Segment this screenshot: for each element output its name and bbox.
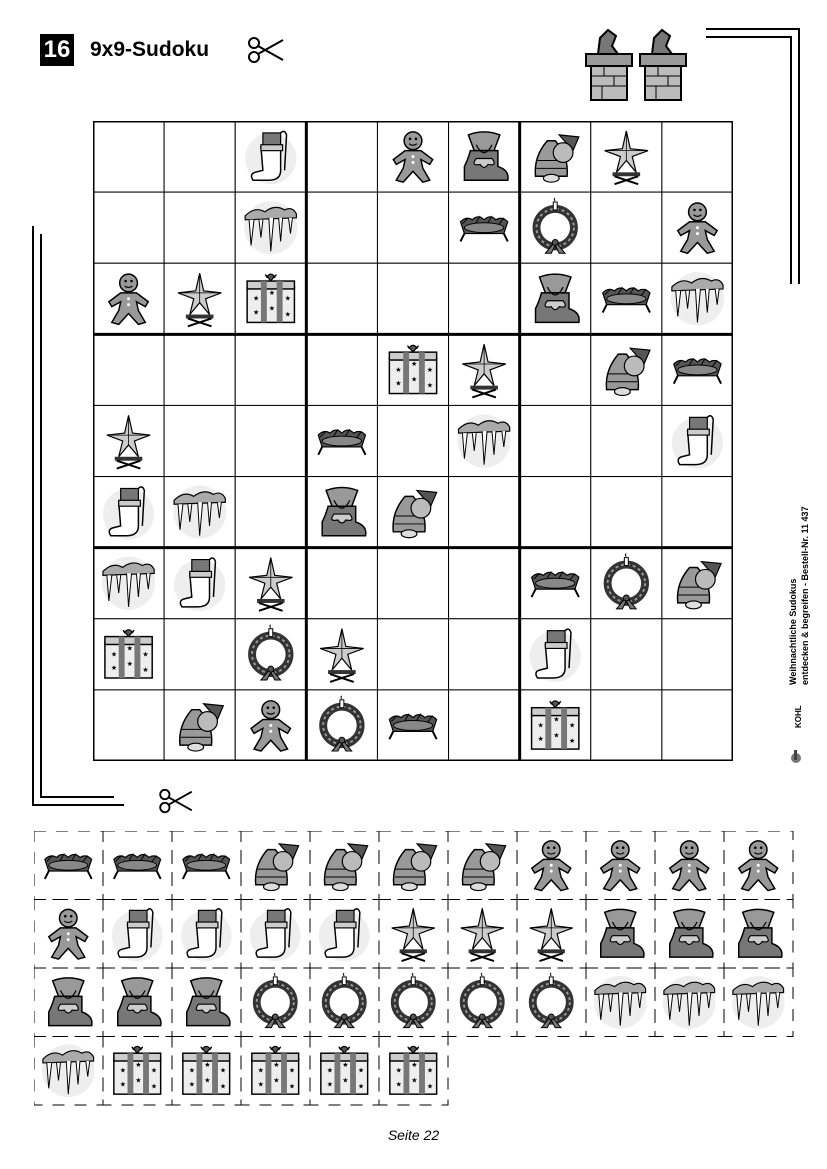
present-icon[interactable]	[247, 274, 294, 322]
manger-icon[interactable]	[45, 854, 92, 879]
svg-text:★: ★	[357, 1083, 365, 1091]
sudoku-cell[interactable]	[306, 334, 377, 405]
sudoku-cell[interactable]	[306, 548, 377, 619]
sudoku-cell[interactable]	[449, 548, 520, 619]
icicles-icon[interactable]	[42, 1044, 95, 1097]
boot-icon[interactable]	[118, 978, 161, 1026]
icicles-icon[interactable]	[173, 486, 226, 539]
present-icon[interactable]	[114, 1046, 161, 1094]
svg-text:★: ★	[288, 1083, 296, 1091]
svg-text:★: ★	[395, 380, 402, 388]
svg-text:★: ★	[204, 1061, 211, 1069]
sudoku-cell[interactable]	[377, 548, 448, 619]
sudoku-cell[interactable]	[306, 192, 377, 263]
svg-text:★: ★	[426, 382, 433, 390]
sudoku-cell[interactable]	[377, 405, 448, 476]
svg-text:★: ★	[142, 667, 149, 675]
svg-text:★: ★	[273, 1061, 280, 1069]
side-text-svg	[787, 480, 819, 770]
svg-text:★: ★	[326, 1067, 333, 1075]
icicles-icon[interactable]	[244, 201, 297, 254]
wreath-icon[interactable]	[533, 973, 570, 1028]
svg-text:★: ★	[553, 716, 560, 724]
svg-text:★: ★	[188, 1067, 195, 1075]
svg-text:★: ★	[553, 732, 560, 740]
wreath-icon[interactable]	[326, 973, 363, 1028]
sudoku-cell[interactable]	[377, 263, 448, 334]
svg-text:★: ★	[119, 1067, 126, 1075]
sudoku-grid	[93, 121, 733, 761]
icicles-icon[interactable]	[594, 976, 647, 1029]
star-lantern-icon[interactable]	[392, 908, 435, 961]
svg-text:★: ★	[257, 1067, 264, 1075]
svg-text:★: ★	[119, 1081, 126, 1089]
side-publisher-info	[787, 480, 819, 770]
svg-text:★: ★	[342, 1077, 349, 1085]
svg-text:★: ★	[342, 1061, 349, 1069]
sudoku-cell[interactable]	[449, 690, 520, 761]
svg-text:★: ★	[257, 1081, 264, 1089]
sudoku-cell[interactable]	[306, 263, 377, 334]
svg-text:★: ★	[284, 311, 291, 319]
svg-text:★: ★	[395, 1081, 402, 1089]
svg-text:★: ★	[411, 360, 418, 368]
stocking-icon[interactable]	[181, 909, 232, 961]
svg-text:★: ★	[411, 1077, 418, 1085]
svg-text:★: ★	[411, 1061, 418, 1069]
present-icon[interactable]	[390, 1046, 437, 1094]
icicles-icon[interactable]	[458, 414, 511, 467]
svg-text:★: ★	[395, 1067, 402, 1075]
sudoku-cell[interactable]	[164, 121, 235, 192]
svg-text:★: ★	[126, 661, 133, 669]
page-footer: Seite 22	[387, 1127, 440, 1143]
sudoku-cell[interactable]	[164, 334, 235, 405]
svg-text:★: ★	[273, 1077, 280, 1085]
boot-icon[interactable]	[187, 978, 230, 1026]
sudoku-cell[interactable]	[520, 334, 591, 405]
wreath-icon[interactable]	[257, 973, 294, 1028]
svg-text:★: ★	[142, 651, 149, 659]
gingerbread-man-icon[interactable]	[601, 841, 640, 891]
sudoku-cell[interactable]	[662, 690, 733, 761]
sudoku-cell[interactable]	[449, 477, 520, 548]
sudoku-cell[interactable]	[520, 477, 591, 548]
icicles-icon[interactable]	[671, 272, 724, 325]
sudoku-cell[interactable]	[377, 192, 448, 263]
present-icon[interactable]	[321, 1046, 368, 1094]
boot-icon[interactable]	[601, 909, 644, 957]
sudoku-cell[interactable]	[235, 477, 306, 548]
scissors-icon	[158, 788, 194, 814]
boot-icon[interactable]	[739, 909, 782, 957]
present-icon[interactable]	[183, 1046, 230, 1094]
sudoku-cell[interactable]	[93, 334, 164, 405]
bell-icon[interactable]	[394, 844, 437, 891]
present-icon[interactable]	[389, 345, 436, 393]
svg-text:★: ★	[357, 1067, 365, 1075]
sudoku-cell[interactable]	[164, 619, 235, 690]
sudoku-cell[interactable]	[449, 619, 520, 690]
stocking-icon[interactable]	[250, 909, 301, 961]
side-text-line1: Weihnachtliche Sudokus	[788, 578, 798, 685]
svg-text:★: ★	[284, 295, 291, 303]
sudoku-cell[interactable]	[662, 619, 733, 690]
sudoku-cell[interactable]	[591, 192, 662, 263]
svg-text:★: ★	[110, 665, 117, 673]
publisher-logo-icon	[791, 750, 801, 763]
svg-text:★: ★	[150, 1083, 158, 1091]
sudoku-cell[interactable]	[591, 477, 662, 548]
sudoku-cell[interactable]	[377, 619, 448, 690]
sudoku-cell[interactable]	[93, 192, 164, 263]
boot-icon[interactable]	[49, 978, 92, 1026]
star-lantern-icon[interactable]	[530, 908, 573, 961]
svg-text:★: ★	[537, 722, 544, 730]
bell-icon[interactable]	[256, 844, 299, 891]
sudoku-cell[interactable]	[520, 405, 591, 476]
icicles-icon[interactable]	[732, 976, 785, 1029]
svg-text:★: ★	[426, 366, 433, 374]
gingerbread-man-icon[interactable]	[739, 841, 778, 891]
svg-text:★: ★	[188, 1081, 195, 1089]
svg-text:★: ★	[253, 295, 260, 303]
svg-text:★: ★	[395, 366, 402, 374]
sudoku-cell[interactable]	[449, 263, 520, 334]
publisher-logo-text: KOHL	[794, 705, 803, 728]
svg-text:★: ★	[135, 1061, 142, 1069]
icicles-icon[interactable]	[663, 976, 716, 1029]
svg-text:★: ★	[135, 1077, 142, 1085]
svg-text:★: ★	[537, 736, 544, 744]
svg-text:★: ★	[268, 289, 275, 297]
svg-text:★: ★	[110, 651, 117, 659]
wreath-icon[interactable]	[395, 973, 432, 1028]
stocking-icon[interactable]	[112, 909, 163, 961]
sudoku-cell[interactable]	[591, 405, 662, 476]
svg-text:★: ★	[219, 1083, 227, 1091]
present-icon[interactable]	[105, 630, 152, 678]
gingerbread-man-icon[interactable]	[49, 909, 88, 959]
icicles-icon[interactable]	[102, 557, 155, 610]
sudoku-cell[interactable]	[164, 405, 235, 476]
sudoku-cell[interactable]	[235, 405, 306, 476]
present-icon[interactable]	[252, 1046, 299, 1094]
sudoku-cell[interactable]	[93, 121, 164, 192]
svg-text:★: ★	[426, 1067, 434, 1075]
chimney-illustration	[582, 24, 692, 104]
scissors-icon	[247, 36, 285, 64]
svg-text:★: ★	[569, 722, 576, 730]
sudoku-cell[interactable]	[591, 619, 662, 690]
sudoku-cell[interactable]	[662, 477, 733, 548]
manger-icon[interactable]	[183, 854, 230, 879]
manger-icon[interactable]	[114, 854, 161, 879]
sudoku-cell[interactable]	[164, 192, 235, 263]
svg-text:★: ★	[569, 738, 576, 746]
present-icon[interactable]	[532, 701, 579, 749]
sudoku-cell[interactable]	[591, 690, 662, 761]
stocking-icon[interactable]	[319, 909, 370, 961]
sudoku-cell[interactable]	[306, 121, 377, 192]
gingerbread-man-icon[interactable]	[670, 841, 709, 891]
svg-text:★: ★	[253, 309, 260, 317]
sudoku-cell[interactable]	[662, 121, 733, 192]
svg-text:★: ★	[426, 1083, 434, 1091]
side-text-line2: entdecken & begreifen - Bestell-Nr. 11 437	[800, 506, 810, 685]
svg-text:★: ★	[126, 645, 133, 653]
svg-text:★: ★	[288, 1067, 296, 1075]
sudoku-cell[interactable]	[93, 690, 164, 761]
svg-text:★: ★	[268, 305, 275, 313]
svg-text:★: ★	[219, 1067, 227, 1075]
page-number-badge: 16	[40, 34, 74, 66]
wreath-icon[interactable]	[464, 973, 501, 1028]
svg-text:★: ★	[411, 376, 418, 384]
sudoku-cell[interactable]	[235, 334, 306, 405]
cutout-pieces	[34, 831, 794, 1106]
gingerbread-man-icon[interactable]	[532, 841, 571, 891]
bell-icon[interactable]	[325, 844, 368, 891]
svg-text:★: ★	[150, 1067, 158, 1075]
page-title: 9x9-Sudoku	[90, 38, 210, 61]
star-lantern-icon[interactable]	[461, 908, 504, 961]
svg-text:★: ★	[204, 1077, 211, 1085]
boot-icon[interactable]	[670, 909, 713, 957]
svg-text:★: ★	[326, 1081, 333, 1089]
bell-icon[interactable]	[463, 844, 506, 891]
